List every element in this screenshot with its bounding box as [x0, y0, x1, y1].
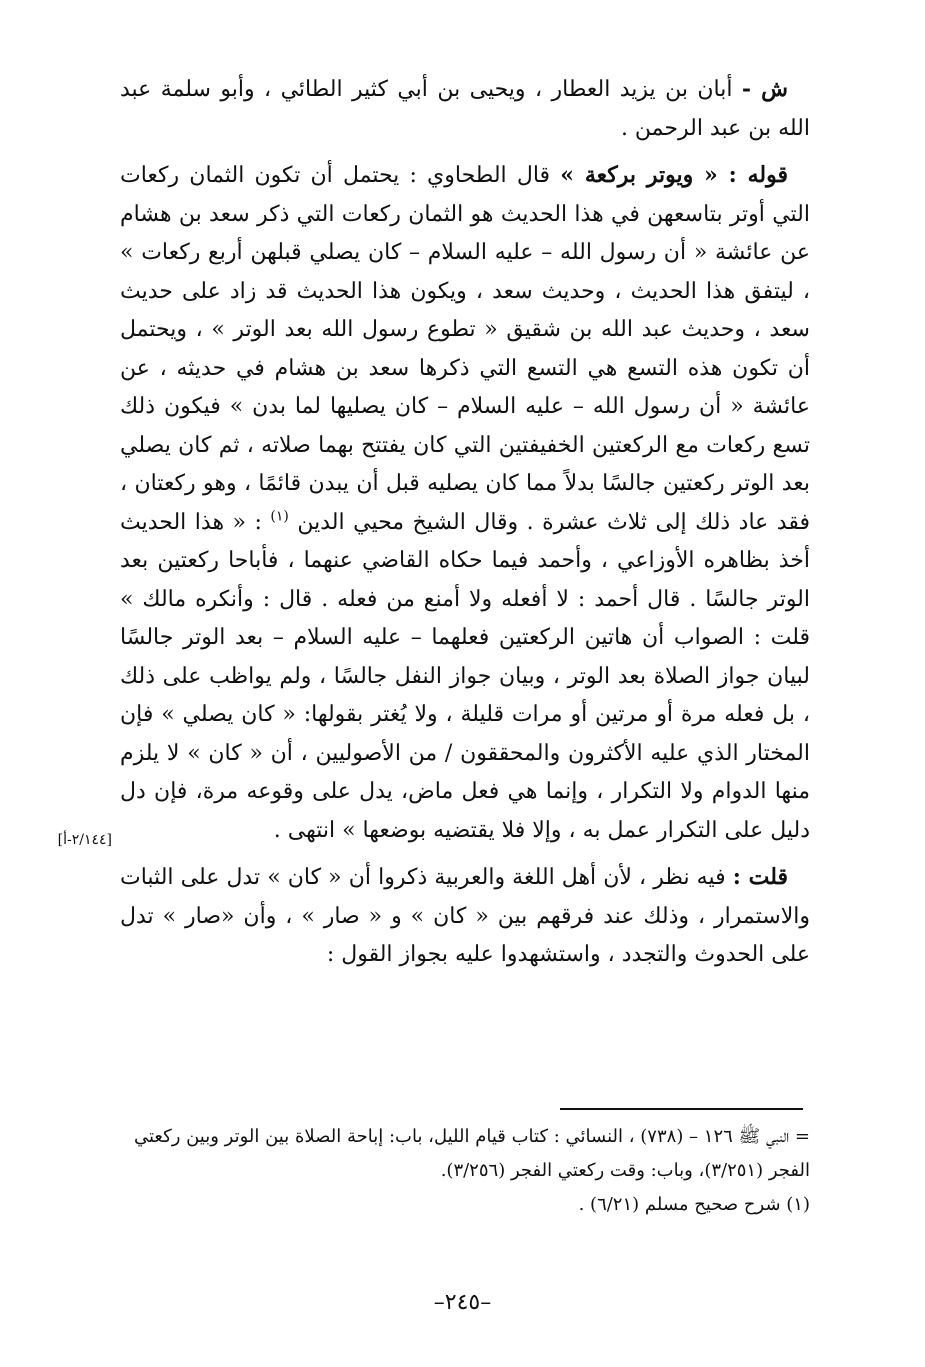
footnote-continuation: = النبي ﷺ ١٢٦ – (٧٣٨) ، النسائي : كتاب قيام الليل، باب: إباحة الصلاة بين الوتر وبين ركعتي الفجر (٣/٢٥١)، وباب: وقت ركعتي الفجر (٣/٢٥٦).	[134, 1126, 810, 1181]
footnote-1: (١) شرح صحيح مسلم (٦/٢١) .	[578, 1194, 810, 1215]
paragraph-2	[120, 156, 810, 850]
paragraph-2-lead: قوله : « ويوتر بركعة »	[560, 162, 788, 188]
paragraph-3	[120, 858, 810, 975]
footnotes-section	[100, 1120, 810, 1222]
footnote-reference[interactable]: (١)	[270, 508, 289, 525]
footnote-divider	[560, 1108, 803, 1110]
paragraph-3-lead: قلت :	[732, 864, 789, 890]
paragraph-1-lead: ش -	[741, 76, 788, 102]
paragraph-2-text-b: : « هذا الحديث أخذ بظاهره الأوزاعي ، وأحمد فيما حكاه القاضي عنهما ، فأباحا ركعتين بعد الوتر جالسًا . قال أحمد : لا أفعله ولا أمنع من فعله . قال : وأنكره مالك » قلت : الصواب أن هاتين الركعتين فعلهما – عليه السلام – بعد الوتر جالسًا لبيان جواز الصلاة بعد الوتر ، وبيان جواز النفل جالسًا ، ولم يواظب على ذلك ، بل فعله مرة أو مرتين أو مرات قليلة ، ولا يُغتر بقولها: « كان يصلي » فإن المختار الذي عليه الأكثرون والمحققون / من الأصوليين ، أن « كان » لا يلزم منها الدوام ولا التكرار ، وإنما هي فعل ماض، يدل على وقوعه مرة، فإن دل دليل على التكرار عمل به ، وإلا فلا يقتضيه بوضعها » انتهى .	[120, 509, 810, 843]
paragraph-2-text-a: قال الطحاوي : يحتمل أن تكون الثمان ركعات التي أوتر بتاسعهن في هذا الحديث هو الثمان ركعات التي ذكر سعد بن هشام عن عائشة « أن رسول الله – عليه السلام – كان يصلي قبلهن أربع ركعات » ، ليتفق هذا الحديث ، وحديث سعد ، ويكون هذا الحديث قد زاد على حديث سعد ، وحديث عبد الله بن شقيق « تطوع رسول الله بعد الوتر » ، ويحتمل أن تكون هذه التسع هي التسع التي ذكرها سعد بن هشام في حديثه ، عن عائشة « أن رسول الله – عليه السلام – كان يصليها لما بدن » فيكون ذلك تسع ركعات مع الركعتين الخفيفتين التي كان يفتتح بهما صلاته ، ثم كان يصلي بعد الوتر ركعتين جالسًا بدلاً مما كان يصليه قبل أن يبدن قائمًا ، وهو ركعتان ، فقد عاد ذلك إلى ثلاث عشرة . وقال الشيخ محيي الدين	[120, 163, 810, 535]
paragraph-3-text: فيه نظر ، لأن أهل اللغة والعربية ذكروا أن « كان » تدل على الثبات والاستمرار ، وذلك عند فرقهم بين « كان » و « صار » ، وأن «صار » تدل على الحدوث والتجدد ، واستشهدوا عليه بجواز القول :	[120, 865, 810, 967]
paragraph-1	[120, 70, 810, 148]
manuscript-folio-marker: [٢/١٤٤-أ]	[57, 832, 112, 848]
main-text-body	[120, 70, 810, 975]
page-number: –٢٤٥–	[433, 1290, 492, 1315]
paragraph-1-text: أبان بن يزيد العطار ، ويحيى بن أبي كثير الطائي ، وأبو سلمة عبد الله بن عبد الرحمن .	[120, 77, 810, 141]
